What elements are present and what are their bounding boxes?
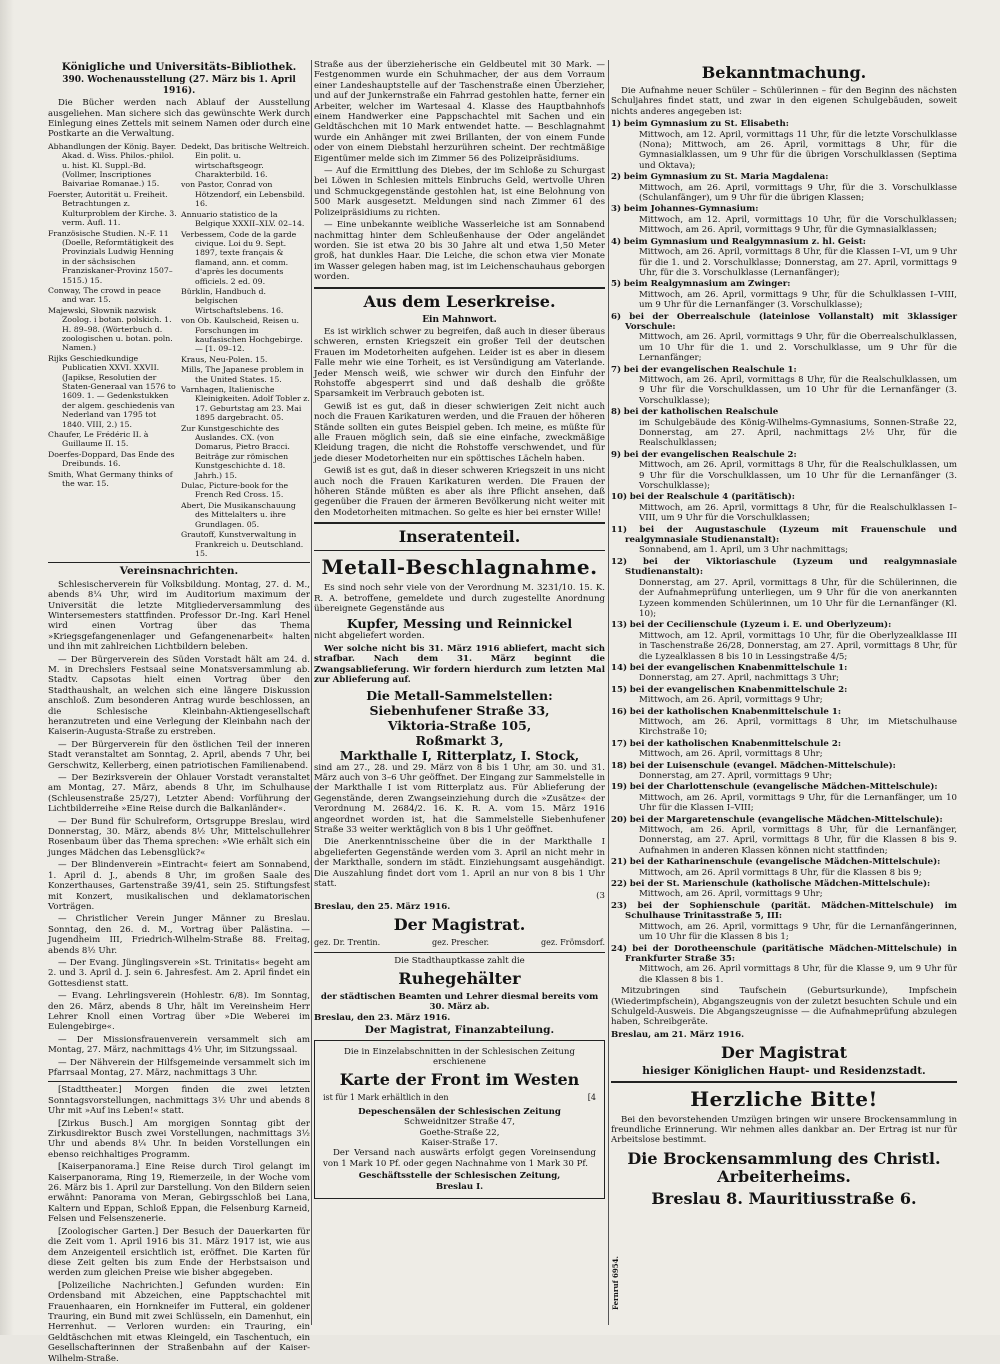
column-rule [311, 60, 312, 1325]
school-name: bei der Realschule 4 (paritätisch): [629, 492, 795, 503]
book-entry: von Ob. Kaulscheid, Reisen u. Forschungen im kaufasischen Hochgebirge. — [1. 09–12. [181, 316, 303, 354]
school-number: 21) [611, 857, 628, 868]
school-schedule: Mittwoch, am 26. April, vormittags 8 Uhr, für die Realschulklassen I–VIII, um 9 Uhr für die Vorschulklassen; [639, 502, 957, 524]
bitte-organization: Die Brockensammlung des Christl. Arbeiterheims. [627, 1148, 941, 1186]
book-list-right [181, 142, 310, 559]
school-name: bei der katholischen Knabenmittelschule 2: [629, 738, 842, 749]
school-entry [611, 237, 957, 279]
ruhe-text: der städtischen Beamten und Lehrer diesmal bereits vom 30. März ab. [320, 992, 599, 1013]
book-entry: Bürklin, Handbuch d. belgischen Wirtschaftslebens. 16. [181, 286, 284, 315]
column-rule [608, 60, 609, 1325]
divider [314, 952, 605, 953]
school-number: 20) [611, 814, 628, 825]
school-schedule: Mittwoch, am 26. April, vormittags 9 Uhr; [639, 889, 823, 900]
school-schedule: Mittwoch, am 26. April, vormittags 9 Uhr, für die Schulklassen I–VIII, um 9 Uhr für die Lernanfänger (3. Vorschulklasse); [639, 289, 957, 311]
verein-entry: — Evang. Lehrlingsverein (Hohlestr. 6/8). Im Sonntag, den 26. März, abends 8 Uhr, hält im Vereinsheim Herr Lehrer Knoll einen Vortrag über »Die Weberei im Eulengebirge«. [48, 991, 310, 1033]
school-entry [611, 685, 957, 706]
school-schedule: Mittwoch, am 12. April, vormittags 10 Uhr, für die Oberlyzealklasse III in Taschenstraße 26/28, Donnerstag, am 27. April, vormittags 8 Uhr, für die Lyzealklassen 8 bis 10 in Lessingstraße 4/5; [639, 630, 957, 662]
metall-text: Es sind noch sehr viele von der Verordnung M. 3231/10. 15. K. R. A. betroffene, gemeldete und durch zugestellte Anordnung übereignete Gegenstände aus [314, 583, 605, 615]
ruhe-date: Breslau, den 23. März 1916. [314, 1012, 451, 1023]
school-schedule: Mittwoch, am 26. April, vormittags 9 Uhr, für die 3. Vorschulklasse (Schulanfänger), um 9 Uhr für die übrigen Klassen; [639, 182, 957, 204]
bekanntmachung-title: Bekanntmachung. [701, 63, 867, 82]
school-number: 5) [611, 279, 622, 290]
library-subtitle: 390. Wochenausstellung (27. März bis 1. April 1916). [62, 75, 296, 96]
divider [314, 550, 605, 551]
verein-entry: — Christlicher Verein Junger Männer zu Breslau. Sonntag, den 26. d. M., Vortrag über Palästina. — Jugendheim III, Friedrich-Wilhelm-Straße 88. Freitag, abends 8½ Uhr. [48, 914, 310, 956]
school-name: bei der katholischen Realschule [623, 407, 779, 418]
book-entry: Varnhagen, Italienische Kleinigkeiten. Adolf Tobler z. 17. Geburtstag am 23. Mai 1895 dargebracht. 05. [181, 385, 310, 423]
karte-price-line [323, 1093, 596, 1103]
karte-price: ist für 1 Mark erhältlich in den [323, 1093, 449, 1103]
leser-paragraph: Gewiß ist es gut, daß in dieser schweren Kriegszeit in uns nicht auch noch die Frauen Karikaturen werden. Die Frauen der höheren Stände müßten es aber als ihre Pflicht ansehen, daß gegenüber die Frauen der ärmeren Bevölkerung nicht weiter mit den Modetorheiten mitmachen. So gelte es hier bei ernster Wille! [314, 466, 605, 518]
police-notice: [Polizeiliche Nachrichten.] Gefunden wurden: Ein Ordensband mit Abzeichen, eine Papptschachtel mit Frauenhaaren, ein Hornkneifer im Futteral, ein goldener Trauring, ein Bund mit zwei Schlüsseln, ein Damenhut, ein Herrenhut. — Verloren wurden: ein Trauring, ein Geldtäschchen mit etwas Kleingeld, ein Taschentuch, ein Gesellschafterinnen der Straßenbahn auf der Kaiser-Wilhelm-Straße. [48, 1280, 310, 1364]
school-schedule: im Schulgebäude des König-Wilhelms-Gymnasiums, Sonnen-Straße 22, Donnerstag, am 27. April, nachmittags 2½ Uhr, für die Realschulklassen; [639, 417, 957, 449]
school-schedule: Mittwoch, am 26. April vormittags 8 Uhr, für die Klasse 9, um 9 Uhr für die Klassen 8 bis 1. [639, 964, 957, 985]
divider [48, 562, 310, 563]
school-entry [611, 557, 957, 619]
book-list [48, 142, 310, 559]
sammel-address-1: Siebenhufener Straße 33, [369, 702, 550, 718]
book-entry: Kraus, Neu-Polen. 15. [181, 354, 268, 364]
divider [611, 1081, 957, 1083]
leser-paragraph: Es ist wirklich schwer zu begreifen, daß auch in dieser überaus schweren, ernsten Kriegszeit ein großer Teil der deutschen Frauen im Modetorheiten aufgehen. Leider ist es aber in diesem Falle mehr wie eine Torheit, es ist Versündigung am Vaterlande. Jeder Mensch weiß, wie schwer wir durch den Einfuhr der Rohstoffe abgesperrt sind und daß deshalb die größte Sparsamkeit im Verbrauch geboten ist. [314, 326, 605, 400]
school-entry [611, 815, 957, 857]
karte-city: Breslau I. [435, 1181, 484, 1192]
school-schedule: Mittwoch, am 26. April, vormittags 8 Uhr, für die Lernanfänger, Donnerstag, am 27. April, vormittags 8 Uhr, für die Klassen 8 bis 9. Aufnahmen in anderen Klassen können nicht stattfinden; [639, 825, 957, 856]
school-name: bei der evangelischen Knabenmittelschule 1: [629, 662, 848, 673]
sammel-number: (3 [596, 891, 605, 902]
sammel-text: sind am 27., 28. und 29. März von 8 bis 1 Uhr, am 30. und 31. März auch von 3–6 Uhr geöffnet. Der Eingang zur Sammelstelle in der Markthalle I ist vom Ritterplatz aus. Für Ablieferung der Gegenstände, deren Zwangseinziehung durch die »Zusätze« der Verordnung M. 2684/2. 16. K. R. A. vom 15. März 1916 angeordnet worden ist, hat die Sammelstelle Siebenhufener Straße 33 weiter werktäglich von 8 bis 1 Uhr geöffnet. [314, 762, 605, 835]
karte-signature: Geschäftsstelle der Schlesischen Zeitung, [358, 1171, 561, 1182]
school-number: 14) [611, 662, 628, 673]
school-entry [611, 901, 957, 943]
school-schedule: Mittwoch, am 26. April vormittags 8 Uhr, für die Klassen 8 bis 9; [639, 867, 922, 878]
signatures [314, 938, 605, 948]
sammel-address-4: Markthalle I, Ritterplatz, I. Stock, [339, 747, 580, 763]
book-entry: Annuario statistico de la Belgique XXXII–XLV. 02–14. [181, 209, 305, 229]
leser-paragraph: Gewiß ist es gut, daß in dieser schwierigen Zeit nicht auch noch die Frauen Karikaturen werden, und die Frauen der höheren Stände sollten ein gutes Beispiel geben. Ich meine, es müßte für alle Frauen möglich sein, daß sie eine einfache, zweckmäßige Kleidung tragen, die nicht die Rohstoffe verschwendet, und für jede dieser Modetorheiten nur ein spöttisches Lächeln haben. [314, 401, 605, 464]
karte-versand: Der Versand nach auswärts erfolgt gegen Voreinsendung von 1 Mark 10 Pf. oder gegen Nachnahme von 1 Mark 30 Pf. [323, 1148, 596, 1169]
school-name: bei der Viktoriaschule (Lyzeum und realgymnasiale Studienanstalt): [625, 556, 957, 578]
verein-title: Vereinsnachrichten. [119, 565, 239, 578]
book-list-left [48, 142, 177, 559]
school-entry [611, 761, 957, 782]
school-schedule: Donnerstag, am 27. April, vormittags 8 Uhr, für die Schülerinnen, die der Aufnahmeprüfung unterliegen, um 9 Uhr für die von anerkannten Lyzeen kommenden Schülerinnen, um 10 Uhr für die Lernanfänger (Kl. 10); [639, 577, 957, 619]
school-entry [611, 407, 957, 449]
school-number: 12) [611, 556, 628, 567]
school-number: 19) [611, 782, 628, 793]
leser-text [314, 327, 605, 518]
bekanntmachung-intro: Die Aufnahme neuer Schüler – Schülerinnen – für den Beginn des nächsten Schuljahres findet statt, und zwar in den eigenen Schulgebäuden, soweit nichts anderes angegeben ist: [611, 86, 957, 117]
school-name: bei der Margaretenschule (evangelische Mädchen-Mittelschule): [629, 814, 943, 825]
school-schedule: Donnerstag, am 27. April, nachmittags 3 Uhr; [639, 673, 840, 684]
school-entry [611, 620, 957, 662]
school-entry [611, 365, 957, 407]
school-schedule: Sonnabend, am 1. April, um 3 Uhr nachmittags; [639, 545, 849, 556]
school-schedule: Mittwoch, am 26. April, vormittags 8 Uhr, für die Realschulklassen, um 9 Uhr für die Vorschulklassen, um 10 Uhr für die Lernanfänger (3. Vorschulklasse); [639, 374, 957, 406]
leser-title: Aus dem Leserkreise. [363, 291, 556, 311]
school-schedule: Mittwoch, am 26. April, vormittags 9 Uhr, für die Lernanfängerinnen, um 10 Uhr für die Klassen 8 bis 1; [639, 921, 957, 943]
magistrat-signature: Der Magistrat. [393, 915, 526, 935]
school-name: bei der evangelischen Realschule 1: [623, 364, 797, 375]
ruhe-pre: Die Stadthauptkasse zahlt die [394, 955, 525, 966]
book-entry: Abert, Die Musikanschauung des Mittelalters u. ihre Grundlagen. 05. [181, 500, 296, 529]
school-number: 4) [611, 236, 622, 247]
verein-entry: — Der Bezirksverein der Ohlauer Vorstadt veranstaltet am Montag, 27. März, abends 8 Uhr, im Schulhause (Schleusenstraße 25/27), Letzter Abend: Vorführung der Lichtbilderreihe »Eine Reise durch die Balkanländer«. [48, 773, 310, 815]
book-entry: von Pastor, Conrad von Hötzendorf, ein Lebensbild. 16. [181, 180, 305, 209]
verein-entry: — Der Missionsfrauenverein versammelt sich am Montag, 27. März, nachmittags 4½ Uhr, im Sitzungssaal. [48, 1034, 310, 1056]
school-entry [611, 525, 957, 556]
school-entry [611, 450, 957, 492]
book-entry: Doerfes-Doppard, Das Ende des Dreibunds. 16. [48, 449, 175, 469]
school-number: 2) [611, 172, 622, 183]
verein-entry: — Der Bürgerverein des Süden Vorstadt hält am 24. d. M. in Drechslers Festsaal seine Monatsversammlung ab. Stadtv. Capsotas hielt einen Vortrag über den Stadthaushalt, an welchen sich eine längere Diskussion anschloß. Zum besonderen Antrag wurde beschlossen, an die Schlesische Kleinbahn-Aktiengesellschaft heranzutreten und eine Verlegung der Kleinbahn nach der Kaiserin-Augusta-Straße zu erstreben. [48, 654, 310, 738]
column-2 [314, 60, 605, 1325]
karte-street-3: Kaiser-Straße 17. [421, 1138, 498, 1149]
verein-entry: — Der Bund für Schulreform, Ortsgruppe Breslau, wird Donnerstag, 30. März, abends 8½ Uhr, Mittelschullehrer Rosenbaum über das Thema sprechen: »Wie erhält sich ein junges Mädchen das Lebensglück?« [48, 816, 310, 858]
school-name: bei der Cecilienschule (Lyzeum i. E. und Oberlyzeum): [629, 620, 892, 631]
school-name: beim Johannes-Gymnasium: [623, 204, 759, 215]
school-schedule: Donnerstag, am 27. April, vormittags 9 Uhr; [639, 771, 833, 781]
school-number: 8) [611, 407, 622, 418]
zirkus-notice: [Zirkus Busch.] Am morgigen Sonntag gibt der Zirkusdirektor Busch zwei Vorstellungen, nachmittags 3½ Uhr und abends 8¼ Uhr. In beiden Vorstellungen ein ebenso reichhaltiges Programm. [48, 1118, 310, 1160]
school-name: bei der katholischen Knabenmittelschule 1: [629, 706, 842, 717]
school-name: beim Gymnasium zu St. Maria Magdalena: [623, 172, 829, 183]
school-name: bei der evangelischen Realschule 2: [623, 449, 797, 460]
metall-kupfer: Kupfer, Messing und Reinnickel [346, 616, 573, 632]
school-number: 23) [611, 900, 628, 911]
school-name: bei der Dorotheenschule (paritätische Mädchen-Mittelschule) in Frankfurter Straße 35: [625, 943, 957, 964]
karte-pre: Die in Einzelabschnitten in der Schlesischen Zeitung erschienene [344, 1046, 575, 1068]
ruhe-signature: Der Magistrat, Finanzabteilung. [364, 1024, 555, 1037]
school-number: 22) [611, 879, 628, 890]
school-number: 18) [611, 760, 628, 771]
book-entry: Dulac, Picture-book for the French Red Cross. 15. [181, 481, 289, 500]
verein-list [48, 580, 310, 1079]
school-name: beim Realgymnasium am Zwinger: [623, 279, 791, 290]
divider [48, 1081, 310, 1082]
bekanntmachung-signature: hiesiger Königlichen Haupt- und Residenzstadt. [642, 1065, 926, 1078]
school-entry [611, 707, 957, 738]
stadttheater-notice: [Stadttheater.] Morgen finden die zwei letzten Sonntagsvorstellungen, nachmittags 3½ Uhr und abends 8 Uhr mit »Auf ins Leben!« statt. [48, 1085, 310, 1117]
police-continued: Straße aus der überzieherische ein Geldbeutel mit 30 Mark. — Festgenommen wurde ein Schuhmacher, der aus dem Vorraum einer Landeshauptstelle auf der Taschenstraße einen Überzieher, und auf der Junkernstraße ein Fahrrad gestohlen hatte, ferner ein Arbeiter, welcher im Wartesaal 4. Klasse des Hauptbahnhofs einem Handwerker eine Pappschachtel mit Sachen und ein Geldtäschchen mit 10 Mark entwendet hatte. — Beschlagnahmt wurde ein Anhänger mit zwei Brillanten, der von einem Funde oder von einem Diebstahl herzurühren scheint. Der rechtmäßige Eigentümer melde sich im Zimmer 56 des Polizeipräsidiums. [314, 60, 605, 164]
column-3 [611, 60, 957, 1325]
bitte-text: Bei den bevorstehenden Umzügen bringen wir unsere Brockensammlung in freundliche Erinnerung. Wir nehmen alles dankbar an. Der Ertrag ist nur für Arbeitslose bestimmt. [611, 1114, 957, 1146]
school-number: 13) [611, 620, 628, 631]
school-number: 9) [611, 449, 622, 460]
signature-1: gez. Dr. Trentin. [314, 938, 381, 948]
body-found-notice: — Eine unbekannte weibliche Wasserleiche ist am Sonnabend nachmittag hinter dem Schleußenhause der Oder angeländet worden. Sie ist etwa 20 bis 30 Jahre alt und etwa 1,50 Meter groß, hat dunkles Haar. Die Leiche, die schon etwa vier Monate im Wasser gelegen haben mag, ist im Leichenschauhaus geborgen worden. [314, 220, 605, 283]
sammel-address-3: Roßmarkt 3, [415, 732, 504, 748]
school-entry [611, 204, 957, 235]
school-entry [611, 739, 957, 760]
sammel-address-2: Viktoria-Straße 105, [387, 717, 532, 733]
school-schedule: Mittwoch, am 26. April, vormittags 8 Uhr, im Mietschulhause Kirchstraße 10; [639, 716, 957, 738]
school-name: beim Gymnasium und Realgymnasium z. hl. Geist: [623, 236, 866, 247]
school-entry [611, 944, 957, 986]
metall-warning: Wer solche nicht bis 31. März 1916 abliefert, macht sich strafbar. Nach dem 31. März beginnt die Zwangsablieferung. Wir fordern hierdurch zum letzten Mal zur Ablieferung auf. [314, 643, 605, 686]
school-entry [611, 312, 957, 364]
school-entry [611, 663, 957, 684]
school-schedule: Mittwoch, am 26. April, vormittags 8 Uhr, für die Klassen I–VI, um 9 Uhr für die 1. und 2. Vorschulklasse; Donnerstag, am 27. April, vormittags 9 Uhr, für die 3. Vorschulklasse (Lernanfänger); [639, 247, 957, 278]
school-list [611, 119, 957, 985]
inserat-title: Inseratenteil. [398, 527, 521, 547]
school-name: bei der Katharinenschule (evangelische Mädchen-Mittelschule): [629, 857, 941, 868]
school-number: 24) [611, 943, 628, 954]
school-name: bei der Charlottenschule (evangelische Mädchen-Mittelschule): [629, 782, 938, 793]
map-advertisement [314, 1040, 605, 1199]
leser-subtitle: Ein Mahnwort. [422, 314, 497, 325]
school-number: 6) [611, 311, 622, 322]
karte-street-2: Goethe-Straße 22, [419, 1127, 500, 1138]
mitbringen-text: Mitzubringen sind Taufschein (Geburtsurkunde), Impfschein (Wiederimpfschein), Abgangszeugnis von der zuletzt besuchten Schule und ein Schulgeld-Ausweis. Die Abgangszeugnisse — die Aufnahmeprüfung abzulegen haben, Schreibgeräte. [611, 986, 957, 1028]
zoo-notice: [Zoologischer Garten.] Der Besuch der Dauerkarten für die Zeit vom 1. April 1916 bis 31. März 1917 ist, wie aus dem Anzeigenteil ersichtlich ist, eröffnet. Die Karten für diese Zeit gelten bis zum Ende der Herbstsaison und werden zum gleichen Preise wie bisher abgegeben. [48, 1226, 310, 1279]
book-entry: Französische Studien. N.-F. 11 (Doelle, Reformtätigkeit des Provinzials Ludwig Henning in der sächsischen Franziskaner-Provinz 1507–1515.) 15. [48, 228, 174, 285]
verein-entry: — Der Evang. Jünglingsverein »St. Trinitatis« begeht am 2. und 3. April d. J. sein 6. Jahresfest. Am 2. April findet ein Gottesdienst statt. [48, 957, 310, 989]
metall-title: Metall-Beschlagnahme. [321, 555, 598, 580]
school-number: 7) [611, 364, 622, 375]
book-entry: Smith, What Germany thinks of the war. 15. [48, 469, 173, 489]
school-number: 17) [611, 738, 628, 749]
signature-3: gez. Frömsdorf. [540, 938, 605, 948]
column-1 [48, 60, 310, 1364]
school-entry [611, 279, 957, 310]
school-entry [611, 782, 957, 813]
fernruf-label: Fernruf 6954. [611, 1256, 620, 1310]
signature-2: gez. Prescher. [432, 938, 490, 948]
book-entry: Rijks Geschiedkundige Publicatien XXVI. XXVII. (Japikse, Resolutien der Staten-Generaal van 1576 to 1609. 1. — Gedenkstukken der algem. geschiedenis van Nederland van 1795 tot 1840. VIII, 2.) 15. [48, 353, 176, 429]
book-entry: Dedekt, Das britische Weltreich. Ein polit. u. wirtschaftsgeogr. Charakterbild. 16. [181, 141, 310, 180]
book-entry: Conway, The crowd in peace and war. 15. [48, 285, 161, 305]
school-name: bei der evangelischen Knabenmittelschule 2: [629, 684, 848, 695]
school-number: 10) [611, 492, 628, 503]
school-name: beim Gymnasium zu St. Elisabeth: [623, 119, 789, 130]
karte-number: [4 [587, 1093, 596, 1103]
book-entry: Grautoff, Kunstverwaltung in Frankreich u. Deutschland. 15. [181, 530, 304, 558]
library-title: Königliche und Universitäts-Bibliothek. [61, 61, 297, 73]
verein-entry: — Der Blindenverein »Eintracht« feiert am Sonnabend, 1. April d. J., abends 8 Uhr, im großen Saale des Konzerthauses, Gartenstraße 39/41, sein 25. Stiftungsfest mit Konzert, musikalischen und deklamatorischen Vorträgen. [48, 860, 310, 912]
verein-entry: — Der Bürgerverein für den östlichen Teil der inneren Stadt veranstaltet am Sonntag, 2. April, abends 7 Uhr, bei Gerschwitz, Kellerberg, einen patriotischen Familienabend. [48, 739, 310, 771]
school-schedule: Mittwoch, am 26. April, vormittags 9 Uhr; [639, 695, 823, 706]
metall-text-2: nicht abgeliefert worden. [314, 631, 425, 642]
verein-entry: Schlesischerverein für Volksbildung. Montag, 27. d. M., abends 8¼ Uhr, wird im Auditorium maximum der Universität die letzte Mitgliederversammlung des Wintersemesters stattfinden. Professor Dr.-Ing. Karl Henel wird einen Vortrag über das Thema »Kriegsgefangenenlager und Gefangenenarbeit« halten und ihn mit zahlreichen Lichtbildern beleben. [48, 579, 310, 653]
book-entry: Abhandlungen der König. Bayer. Akad. d. Wiss. Philos.-philol. u. hist. Kl. Suppl.-Bd. (Vollmer, Inscriptiones Baivariae Romanae.) 15. [48, 141, 177, 189]
school-number: 16) [611, 706, 628, 717]
school-number: 15) [611, 684, 628, 695]
library-intro: Die Bücher werden nach Ablauf der Ausstellung ausgeliehen. Man sichere sich das gewünschte Werk durch Einlegung eines Zettels mit seinem Namen oder durch eine Postkarte an die Verwaltung. [48, 98, 310, 140]
school-entry [611, 119, 957, 171]
scan-edge [0, 0, 14, 1335]
school-name: bei der Augustaschule (Lyzeum mit Frauenschule und realgymnasiale Studienanstalt): [625, 524, 957, 546]
bitte-address: Breslau 8. Mauritiusstraße 6. [651, 1188, 917, 1208]
book-entry: Majewski, Słownik nazwisk Zoolog. i botan. polskich. 1. H. 89–98. (Wörterbuch d. zoologischen u. botan. poln. Namen.) [48, 305, 173, 353]
school-entry [611, 879, 957, 900]
reward-notice: — Auf die Ermittlung des Diebes, der im Schloße zu Schurgast bei Löwen in Schlesien mittels Einbruchs Geld, wertvolle Uhren und Schmuckgegenstände gestohlen hat, ist eine Belohnung von 500 Mark ausgesetzt. Meldungen sind nach Zimmer 61 des Polizeipräsidiums zu richten. [314, 166, 605, 218]
kaiserpanorama-notice: [Kaiserpanorama.] Eine Reise durch Tirol gelangt im Kaiserpanorama, Ring 19, Riemerzeile, in der Woche vom 26. März bis 1. April zur Darstellung. Von den Bildern seien erwähnt: Panorama von Meran, Gebirgsschloß bei Lana, Kaltern und Eppan, Schloß Eppan, die Felsenburg Karneid, Felsen und Felsenszenerie. [48, 1162, 310, 1225]
karte-street-1: Schweidnitzer Straße 47, [404, 1117, 515, 1128]
divider [314, 287, 605, 289]
school-name: bei der Oberrealschule (lateinlose Vollanstalt) mit 3klassiger Vorschule: [625, 311, 957, 332]
school-schedule: Mittwoch, am 26. April, vormittags 9 Uhr, für die Oberrealschulklassen, um 10 Uhr für die 1. und 2. Vorschulklasse, um 9 Uhr für die Lernanfänger; [639, 332, 957, 364]
book-entry: Verbessem, Code de la garde civique. Loi du 9. Sept. 1897, texte français & flamand, ann. et comm. d'après les documents officiels. 2 ed. 09. [181, 229, 297, 286]
school-name: bei der Luisenschule (evangel. Mädchen-Mittelschule): [629, 760, 896, 771]
karte-title: Karte der Front im Westen [339, 1070, 580, 1090]
place-date: Breslau, den 25. März 1916. [314, 901, 451, 912]
verein-entry: — Der Nähverein der Hilfsgemeinde versammelt sich im Pfarrsaal Montag, 27. März, nachmittags 3 Uhr. [48, 1057, 310, 1078]
school-schedule: Mittwoch, am 26. April, vormittags 8 Uhr, für die Realschulklassen, um 9 Uhr für die Vorschulklassen, um 10 Uhr für die Lernanfänger (3. Vorschulklasse); [639, 460, 957, 492]
divider [314, 522, 605, 524]
school-schedule: Mittwoch, am 26. April, vormittags 8 Uhr; [639, 749, 823, 760]
sammel-text-2: Die Anerkenntnisscheine über die in der Markthalle I abgelieferten Gegenstände werden vom 3. April an nicht mehr in der Markthalle, sondern im städt. Einziehungsamt ausgehändigt. Die Auszahlung findet dort vom 1. April an nur von 8 bis 1 Uhr statt. [314, 837, 605, 889]
book-entry: Mills, The Japanese problem in the United States. 15. [181, 365, 304, 384]
book-entry: Foerster, Autorität u. Freiheit. Betrachtungen z. Kulturproblem der Kirche. 3. verm. Aufl. 11. [48, 189, 177, 228]
school-number: 1) [611, 119, 622, 130]
sammel-title: Die Metall-Sammelstellen: [366, 687, 553, 703]
school-schedule: Mittwoch, am 26. April, vormittags 9 Uhr, für die Lernanfänger, um 10 Uhr für die Klassen I–VIII; [639, 792, 957, 814]
ruhe-title: Ruhegehälter [398, 969, 521, 988]
bitte-title: Herzliche Bitte! [690, 1086, 878, 1111]
school-number: 3) [611, 204, 622, 215]
school-schedule: Mittwoch, am 12. April, vormittags 10 Uhr, für die Vorschulklassen; Mittwoch, am 26. April, vormittags 9 Uhr, für die Gymnasialklassen; [639, 214, 957, 236]
bekanntmachung-date: Breslau, am 21. März 1916. [611, 1029, 745, 1040]
school-number: 11) [611, 524, 628, 535]
school-entry [611, 172, 957, 203]
school-name: bei der Sophienschule (parität. Mädchen-Mittelschule) im Schulhause Trinitasstraße 5, III: [625, 900, 958, 922]
school-name: bei der St. Marienschule (katholische Mädchen-Mittelschule): [629, 879, 931, 890]
bekanntmachung-magistrat: Der Magistrat [721, 1043, 847, 1063]
karte-places: Depeschensälen der Schlesischen Zeitung [358, 1106, 561, 1117]
school-entry [611, 857, 957, 878]
book-entry: Chaufer, Le Frédéric II. à Guillaume II. 15. [48, 430, 149, 449]
book-entry: Zur Kunstgeschichte des Auslandes. CX. (von Domarus, Pietro Bracci. Beiträge zur römischen Kunstgeschichte d. 18. Jahrh.) 15. [181, 423, 290, 480]
school-schedule: Mittwoch, am 12. April, vormittags 11 Uhr, für die letzte Vorschulklasse (Nona); Mittwoch, am 26. April, vormittags 8 Uhr, für die Gymnasialklassen, um 9 Uhr für die übrigen Vorschulklassen (Septima und Oktava); [639, 129, 957, 171]
school-entry [611, 492, 957, 523]
